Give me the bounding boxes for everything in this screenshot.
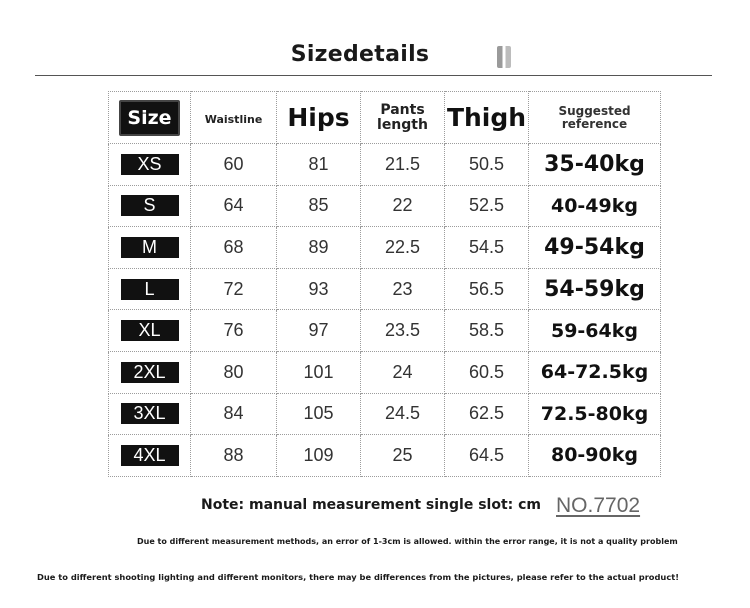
size-table (108, 91, 661, 477)
waistline-value: 76 (223, 320, 244, 341)
table-cell (191, 144, 277, 186)
pants-length-value: 23 (392, 278, 413, 299)
table-cell (191, 435, 277, 477)
pants-length-value: 24.5 (384, 403, 421, 424)
table-cell (529, 435, 661, 477)
thigh-value: 64.5 (468, 444, 505, 465)
table-cell (529, 144, 661, 186)
table-row (109, 185, 661, 227)
suggested-weight-value: 54-59kg (544, 276, 645, 302)
table-cell (191, 185, 277, 227)
table-cell (445, 351, 529, 393)
header-size-cell (109, 92, 191, 144)
size-label: 3XL (121, 403, 179, 424)
pants-length-value: 21.5 (384, 153, 421, 174)
suggested-weight-value: 35-40kg (544, 151, 645, 177)
hips-value: 81 (308, 153, 329, 174)
table-cell (445, 227, 529, 269)
table-cell (361, 393, 445, 435)
table-row (109, 393, 661, 435)
table-cell (277, 393, 361, 435)
table-cell (191, 310, 277, 352)
size-label: XL (121, 320, 179, 341)
size-label: M (121, 237, 179, 258)
table-cell (109, 351, 191, 393)
header-pants-length-line2: length (377, 116, 428, 133)
header-hips-cell (277, 92, 361, 144)
pants-length-value: 22.5 (384, 236, 421, 257)
hips-value: 89 (308, 236, 329, 257)
waistline-value: 80 (223, 361, 244, 382)
size-label: L (121, 279, 179, 300)
header-suggested-line2: reference (561, 116, 628, 131)
pants-length-value: 22 (392, 195, 413, 216)
waistline-value: 88 (223, 444, 244, 465)
table-cell (361, 435, 445, 477)
decorative-bar-icon (497, 46, 511, 68)
header-waistline: Waistline (204, 113, 263, 126)
waistline-value: 64 (223, 195, 244, 216)
table-cell (109, 185, 191, 227)
header-suggested-line1: Suggested (558, 103, 631, 118)
suggested-weight-value: 40-49kg (550, 194, 638, 217)
table-cell (361, 310, 445, 352)
error-note: Due to different measurement methods, an error of 1-3cm is allowed. within the error range, it is not a quality problem (137, 537, 678, 546)
hips-value: 109 (303, 444, 334, 465)
table-cell (361, 144, 445, 186)
table-cell (445, 393, 529, 435)
hips-value: 97 (308, 320, 329, 341)
table-cell (109, 393, 191, 435)
table-cell (277, 144, 361, 186)
title-divider (35, 75, 712, 76)
table-cell (445, 310, 529, 352)
table-cell (361, 351, 445, 393)
table-row (109, 268, 661, 310)
table-row (109, 144, 661, 186)
table-cell (191, 268, 277, 310)
size-label: 4XL (121, 445, 179, 466)
table-cell (445, 144, 529, 186)
table-cell (445, 268, 529, 310)
table-cell (529, 268, 661, 310)
table-cell (445, 185, 529, 227)
measurement-note: Note: manual measurement single slot: cm (201, 497, 542, 513)
table-row (109, 351, 661, 393)
table-cell (277, 351, 361, 393)
waistline-value: 68 (223, 236, 244, 257)
table-cell (191, 351, 277, 393)
disclaimer: Due to different shooting lighting and different monitors, there may be differences from the pictures, please refer to the actual product! (37, 572, 679, 582)
thigh-value: 54.5 (468, 236, 505, 257)
header-waistline-cell (191, 92, 277, 144)
table-cell (361, 185, 445, 227)
table-cell (529, 227, 661, 269)
header-hips: Hips (287, 103, 350, 132)
waistline-value: 72 (223, 278, 244, 299)
suggested-weight-value: 80-90kg (550, 444, 638, 467)
size-label: 2XL (121, 362, 179, 383)
page-title: Sizedetails (290, 42, 430, 67)
header-size: Size (119, 100, 179, 136)
thigh-value: 62.5 (468, 403, 505, 424)
table-row (109, 310, 661, 352)
thigh-value: 50.5 (468, 153, 505, 174)
table-cell (361, 227, 445, 269)
thigh-value: 56.5 (468, 278, 505, 299)
waistline-value: 60 (223, 153, 244, 174)
hips-value: 93 (308, 278, 329, 299)
thigh-value: 60.5 (468, 361, 505, 382)
table-cell (277, 268, 361, 310)
table-cell (191, 227, 277, 269)
table-cell (109, 435, 191, 477)
pants-length-value: 24 (392, 361, 413, 382)
table-cell (529, 185, 661, 227)
header-suggested-cell (529, 92, 661, 144)
table-cell (277, 227, 361, 269)
header-thigh-cell (445, 92, 529, 144)
table-cell (529, 351, 661, 393)
hips-value: 101 (303, 361, 334, 382)
suggested-weight-value: 72.5-80kg (540, 402, 649, 425)
table-cell (109, 268, 191, 310)
table-cell (109, 144, 191, 186)
header-pants-length-cell (361, 92, 445, 144)
size-label: S (121, 195, 179, 216)
size-label: XS (121, 154, 179, 175)
suggested-weight-value: 49-54kg (544, 234, 645, 260)
model-number: NO.7702 (556, 494, 641, 517)
thigh-value: 52.5 (468, 195, 505, 216)
suggested-weight-value: 59-64kg (550, 319, 638, 342)
header-pants-length-line1: Pants (380, 101, 425, 118)
pants-length-value: 25 (392, 444, 413, 465)
table-cell (445, 435, 529, 477)
hips-value: 85 (308, 195, 329, 216)
table-cell (277, 310, 361, 352)
table-cell (529, 393, 661, 435)
table-row (109, 227, 661, 269)
table-cell (191, 393, 277, 435)
waistline-value: 84 (223, 403, 244, 424)
table-row (109, 435, 661, 477)
table-cell (109, 310, 191, 352)
table-cell (277, 435, 361, 477)
header-thigh: Thigh (446, 103, 527, 132)
size-rows (109, 144, 661, 477)
table-cell (109, 227, 191, 269)
table-cell (277, 185, 361, 227)
suggested-weight-value: 64-72.5kg (540, 361, 649, 384)
hips-value: 105 (303, 403, 334, 424)
header-row (109, 92, 661, 144)
table-cell (529, 310, 661, 352)
thigh-value: 58.5 (468, 320, 505, 341)
table-cell (361, 268, 445, 310)
pants-length-value: 23.5 (384, 320, 421, 341)
